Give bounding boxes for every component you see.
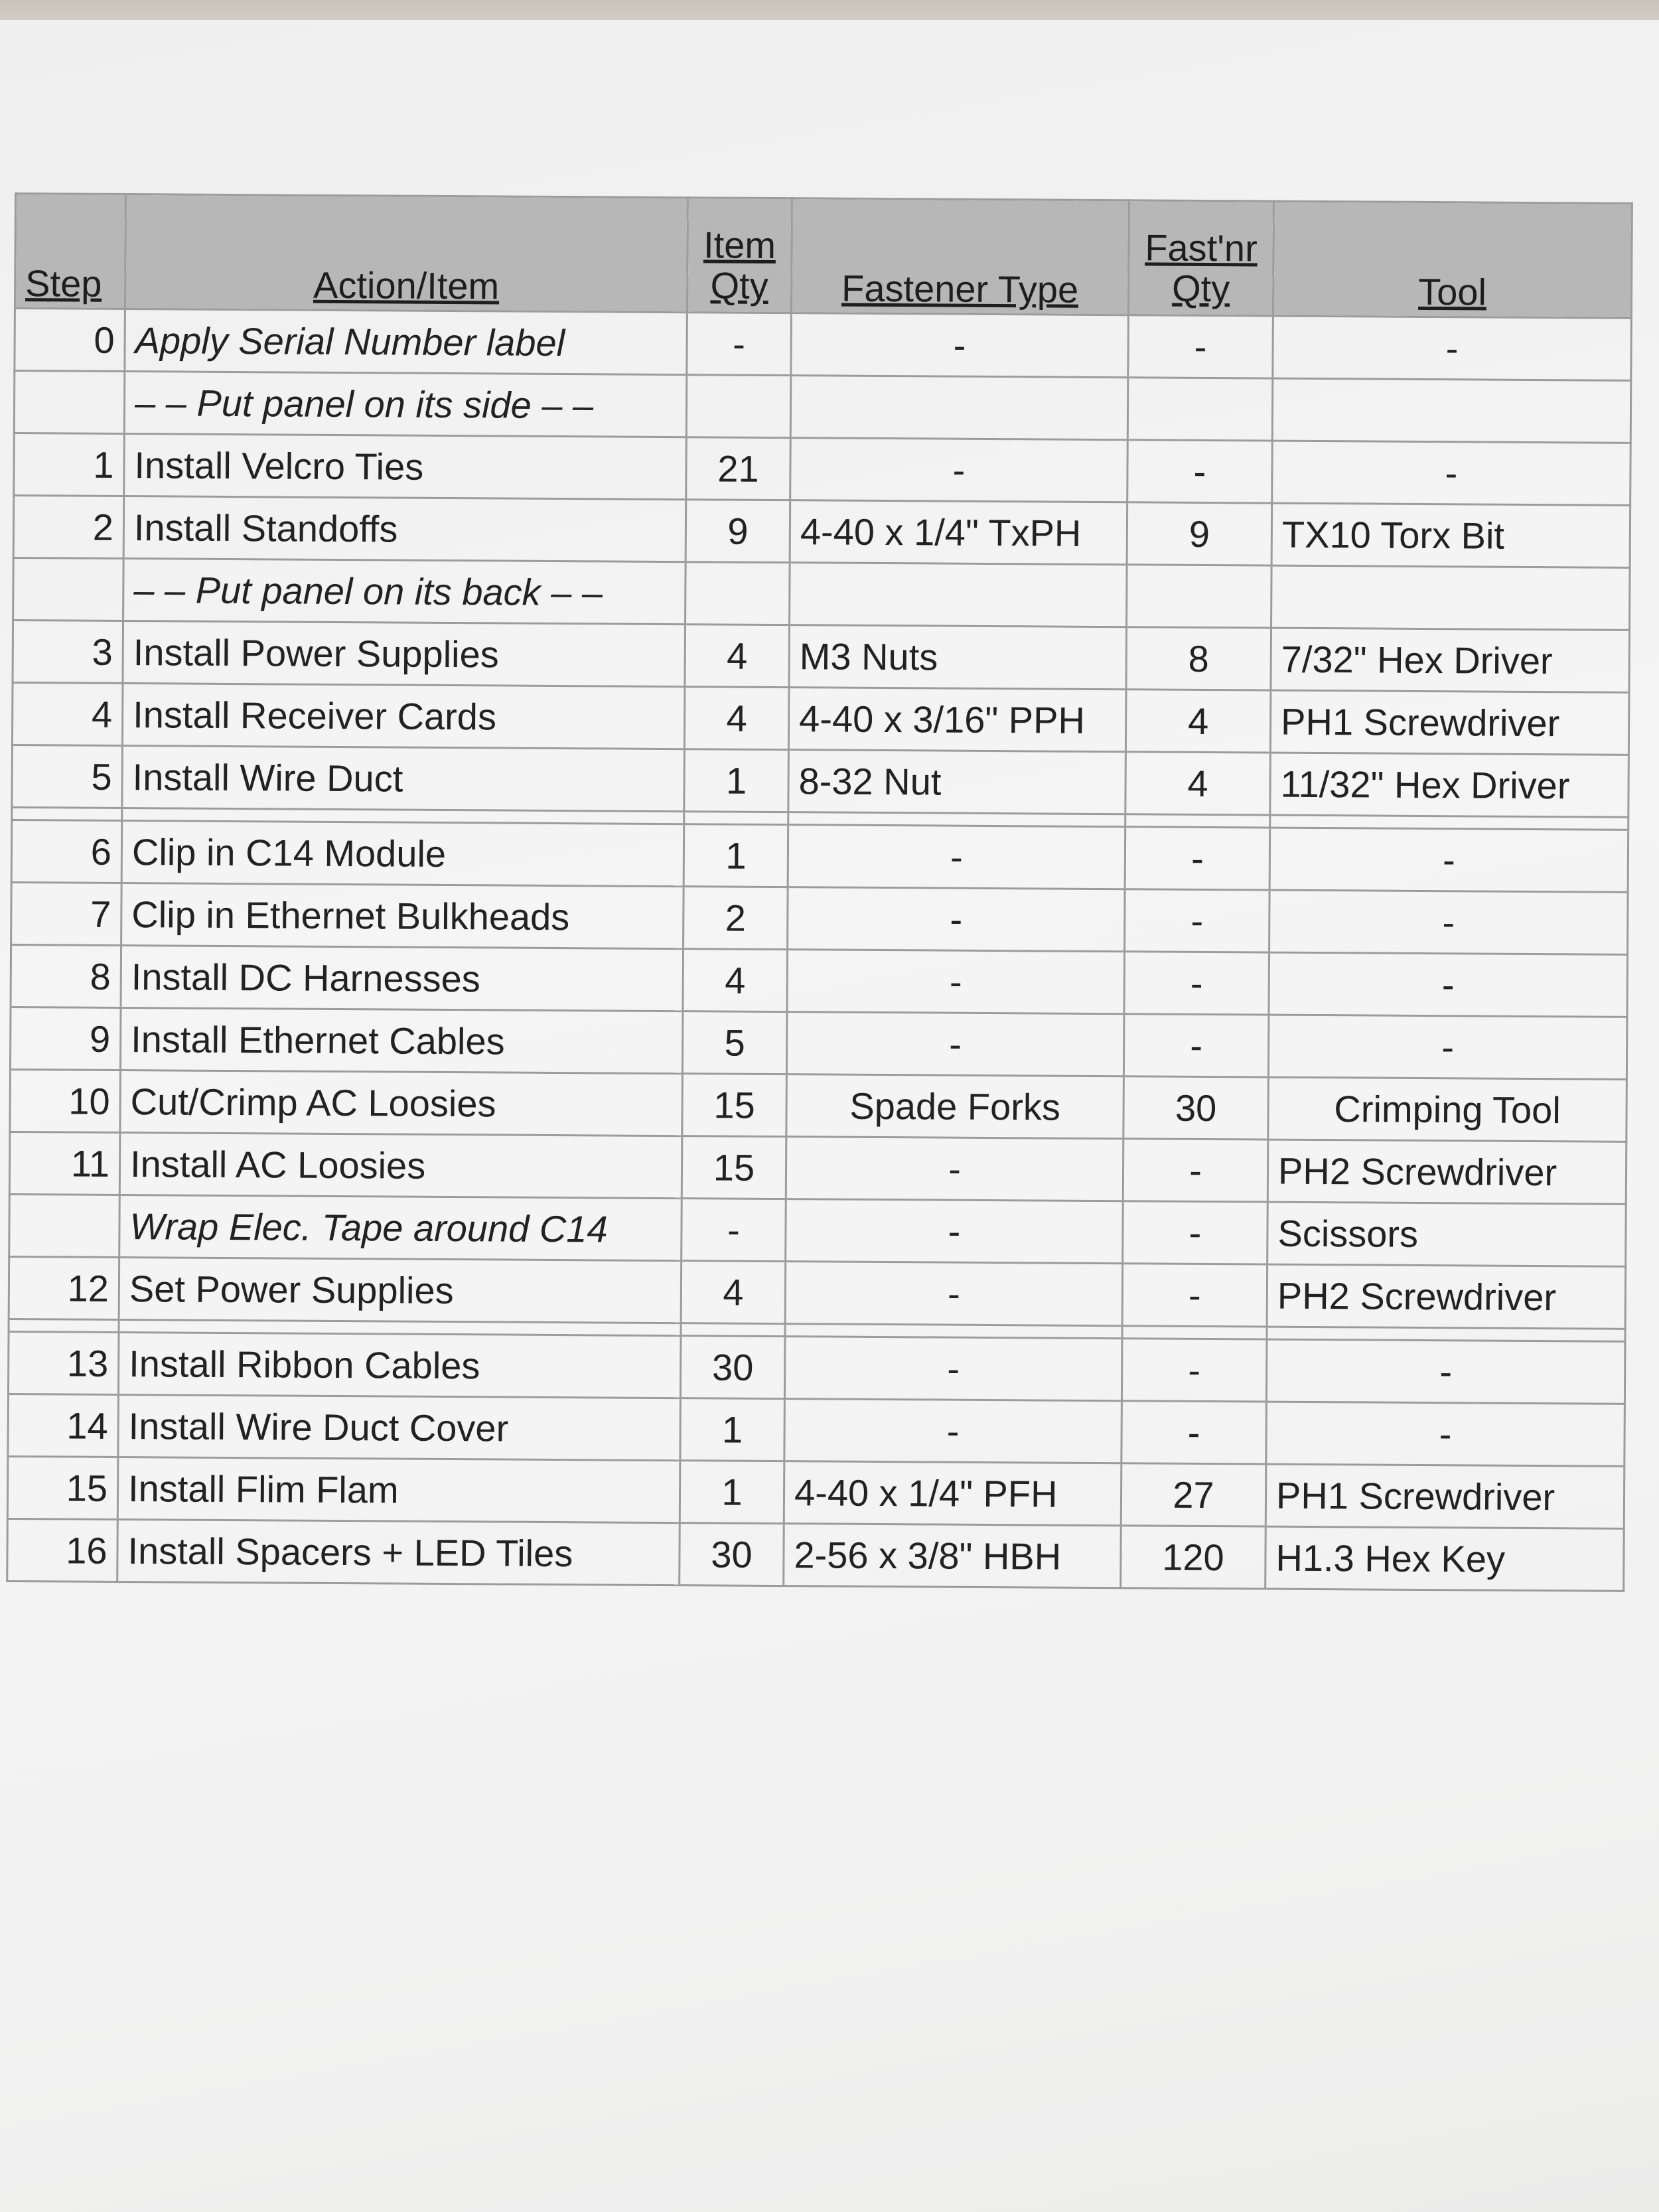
cell-fastener-type: - <box>790 438 1128 502</box>
cell-step: 12 <box>9 1256 119 1319</box>
cell-item-qty: 4 <box>681 1261 786 1324</box>
cell-item-qty: 15 <box>682 1136 786 1199</box>
cell-fastener-qty: 9 <box>1127 502 1272 565</box>
cell-fastener-qty: 8 <box>1126 627 1271 690</box>
cell-fastener-qty: - <box>1122 1264 1267 1327</box>
cell-tool: - <box>1269 952 1628 1017</box>
cell-fastener-qty: - <box>1123 1201 1268 1264</box>
table-row <box>7 1456 1624 1528</box>
header-action-item: Action/Item <box>125 194 687 313</box>
cell-action: Install Receiver Cards <box>122 684 685 749</box>
cell-tool: - <box>1266 1402 1625 1466</box>
cell-fastener-qty: 27 <box>1121 1463 1266 1526</box>
cell-action: Install Velcro Ties <box>124 434 687 500</box>
cell-step: 5 <box>12 745 123 808</box>
cell-fastener-qty <box>1127 565 1272 628</box>
cell-item-qty: 15 <box>682 1074 787 1137</box>
cell-fastener-qty: - <box>1124 952 1269 1015</box>
cell-action: Clip in C14 Module <box>121 821 684 887</box>
cell-action: Install Wire Duct <box>122 746 685 812</box>
table-header-row <box>15 194 1632 319</box>
cell-fastener-type: 2-56 x 3/8" HBH <box>784 1524 1121 1588</box>
cell-fastener-type <box>790 563 1127 627</box>
cell-item-qty: 1 <box>684 824 788 887</box>
cell-tool: - <box>1266 1339 1625 1404</box>
table-row <box>11 882 1628 954</box>
table-row <box>15 309 1632 381</box>
cell-step: 13 <box>8 1331 119 1394</box>
cell-step: 16 <box>7 1518 118 1582</box>
cell-item-qty: 30 <box>680 1336 785 1399</box>
cell-item-qty: 4 <box>685 625 790 688</box>
cell-action: Install Wire Duct Cover <box>118 1394 681 1460</box>
cell-item-qty: 1 <box>680 1461 784 1524</box>
cell-step: 10 <box>10 1069 121 1132</box>
cell-fastener-type: 4-40 x 1/4" PFH <box>784 1461 1121 1526</box>
table-row <box>14 371 1631 443</box>
cell-item-qty: 1 <box>680 1398 785 1461</box>
cell-item-qty: 21 <box>686 437 791 500</box>
table-row <box>13 496 1630 568</box>
cell-fastener-type: - <box>786 1137 1123 1201</box>
table-row <box>7 1518 1624 1591</box>
spacer-cell <box>684 812 788 825</box>
cell-step <box>9 1194 120 1257</box>
header-fastener-qty-line2: Qty <box>1171 267 1230 310</box>
cell-action: Install Ethernet Cables <box>120 1008 683 1074</box>
cell-item-qty: 4 <box>683 949 788 1012</box>
spacer-cell <box>9 1319 119 1332</box>
cell-step: 1 <box>14 433 125 496</box>
cell-fastener-type: - <box>785 1262 1123 1326</box>
cell-fastener-type: - <box>791 313 1129 378</box>
cell-tool: PH1 Screwdriver <box>1270 690 1629 755</box>
cell-action: Install Standoffs <box>123 496 686 562</box>
cell-step: 9 <box>10 1007 121 1070</box>
cell-step: 7 <box>11 882 122 945</box>
cell-fastener-type: 8-32 Nut <box>788 750 1126 814</box>
cell-fastener-type: - <box>784 1337 1122 1401</box>
cell-fastener-qty: - <box>1123 1139 1268 1202</box>
cell-step: 3 <box>13 620 123 683</box>
cell-action: Install AC Loosies <box>119 1132 682 1198</box>
table-row <box>11 820 1628 892</box>
cell-fastener-qty: - <box>1123 1014 1269 1077</box>
cell-fastener-qty: - <box>1121 1339 1267 1402</box>
table-row <box>10 1069 1627 1142</box>
cell-fastener-type: - <box>787 950 1125 1014</box>
table-row <box>11 944 1628 1017</box>
cell-tool: TX10 Torx Bit <box>1271 503 1630 567</box>
cell-step: 15 <box>7 1456 118 1519</box>
table-row <box>12 745 1629 817</box>
cell-step: 0 <box>15 309 125 372</box>
cell-action: Clip in Ethernet Bulkheads <box>121 883 684 949</box>
cell-fastener-type: - <box>784 1399 1122 1463</box>
cell-item-qty: - <box>687 313 792 376</box>
cell-item-qty: 2 <box>684 887 788 950</box>
table-row <box>8 1394 1625 1466</box>
header-tool: Tool <box>1273 201 1632 318</box>
header-item-qty <box>687 198 792 313</box>
header-item-qty-line1: Item <box>703 224 776 266</box>
header-fastener-qty-line1: Fast'nr <box>1145 226 1258 269</box>
cell-fastener-qty: 4 <box>1125 752 1271 815</box>
table-body <box>7 309 1632 1591</box>
cell-tool: H1.3 Hex Key <box>1265 1526 1624 1591</box>
cell-tool: PH2 Screwdriver <box>1267 1140 1626 1204</box>
cell-item-qty: 30 <box>680 1523 784 1586</box>
cell-step: 4 <box>12 682 123 745</box>
cell-step: 2 <box>13 496 124 559</box>
cell-fastener-type: Spade Forks <box>786 1074 1124 1139</box>
cell-item-qty: 5 <box>682 1011 787 1074</box>
spacer-cell <box>681 1323 785 1337</box>
cell-action: Wrap Elec. Tape around C14 <box>119 1195 682 1260</box>
table-row <box>8 1331 1625 1404</box>
spacer-cell <box>12 807 122 820</box>
cell-fastener-type: - <box>786 1012 1124 1076</box>
cell-action: Install DC Harnesses <box>121 946 684 1011</box>
cell-tool: Crimping Tool <box>1268 1077 1627 1142</box>
cell-tool: - <box>1273 316 1632 380</box>
cell-tool: PH1 Screwdriver <box>1265 1464 1624 1528</box>
cell-fastener-type: - <box>788 825 1125 889</box>
cell-fastener-type: - <box>786 1199 1123 1264</box>
cell-tool <box>1272 378 1631 443</box>
cell-step <box>13 557 124 621</box>
cell-step: 11 <box>9 1132 120 1195</box>
cell-fastener-qty: - <box>1127 440 1273 503</box>
header-item-qty-line2: Qty <box>710 264 768 307</box>
cell-fastener-type: M3 Nuts <box>789 625 1127 690</box>
cell-item-qty: 4 <box>684 687 789 750</box>
header-fastener-type: Fastener Type <box>791 198 1129 315</box>
assembly-steps-table <box>6 192 1633 1592</box>
cell-tool: - <box>1268 1015 1627 1079</box>
spacer-cell <box>1122 1326 1267 1339</box>
cell-step: 8 <box>11 944 121 1007</box>
cell-action: Install Spacers + LED Tiles <box>117 1519 680 1585</box>
cell-fastener-type: 4-40 x 3/16" PPH <box>788 688 1126 752</box>
cell-fastener-qty: - <box>1128 315 1273 378</box>
cell-item-qty <box>686 375 791 438</box>
cell-tool: - <box>1269 890 1628 954</box>
cell-tool: - <box>1269 828 1628 892</box>
cell-item-qty: 1 <box>684 749 789 812</box>
cell-fastener-qty <box>1127 378 1273 441</box>
cell-action: Set Power Supplies <box>119 1257 682 1323</box>
cell-fastener-qty: 30 <box>1123 1076 1269 1140</box>
cell-step: 6 <box>11 820 122 883</box>
cell-fastener-qty: - <box>1121 1401 1267 1464</box>
table-row <box>9 1194 1626 1266</box>
cell-tool: 7/32" Hex Driver <box>1271 628 1630 692</box>
table-row <box>12 682 1629 755</box>
cell-tool <box>1271 565 1630 630</box>
cell-step <box>14 371 125 434</box>
cell-step: 14 <box>8 1394 119 1457</box>
cell-item-qty: 9 <box>685 500 790 563</box>
header-step: Step <box>15 194 125 309</box>
table-row <box>10 1007 1627 1079</box>
cell-item-qty <box>685 562 790 625</box>
cell-action: – – Put panel on its back – – <box>123 559 686 625</box>
cell-action: Cut/Crimp AC Loosies <box>120 1070 683 1136</box>
cell-fastener-qty: 120 <box>1121 1526 1266 1589</box>
spacer-cell <box>1125 814 1270 828</box>
table-row <box>13 620 1630 692</box>
cell-fastener-type <box>790 376 1128 440</box>
cell-item-qty: - <box>682 1199 786 1262</box>
cell-action: Install Power Supplies <box>123 621 685 687</box>
cell-tool: PH2 Screwdriver <box>1267 1264 1626 1329</box>
cell-tool: Scissors <box>1267 1202 1626 1266</box>
cell-action: Install Ribbon Cables <box>118 1332 681 1398</box>
table-row <box>9 1256 1626 1329</box>
cell-tool: 11/32" Hex Driver <box>1270 753 1629 817</box>
cell-fastener-type: 4-40 x 1/4" TxPH <box>790 500 1127 565</box>
cell-action: Install Flim Flam <box>117 1457 680 1522</box>
cell-fastener-qty: 4 <box>1125 690 1271 753</box>
table-row <box>13 557 1630 630</box>
cell-fastener-qty: - <box>1125 889 1270 952</box>
cell-tool: - <box>1272 441 1631 505</box>
header-fastener-qty <box>1128 200 1273 316</box>
cell-action: Apply Serial Number label <box>125 309 687 375</box>
table-row <box>9 1132 1626 1204</box>
cell-fastener-qty: - <box>1125 827 1270 890</box>
cell-fastener-type: - <box>788 887 1125 952</box>
cell-action: – – Put panel on its side – – <box>124 372 687 437</box>
table-row <box>14 433 1631 506</box>
